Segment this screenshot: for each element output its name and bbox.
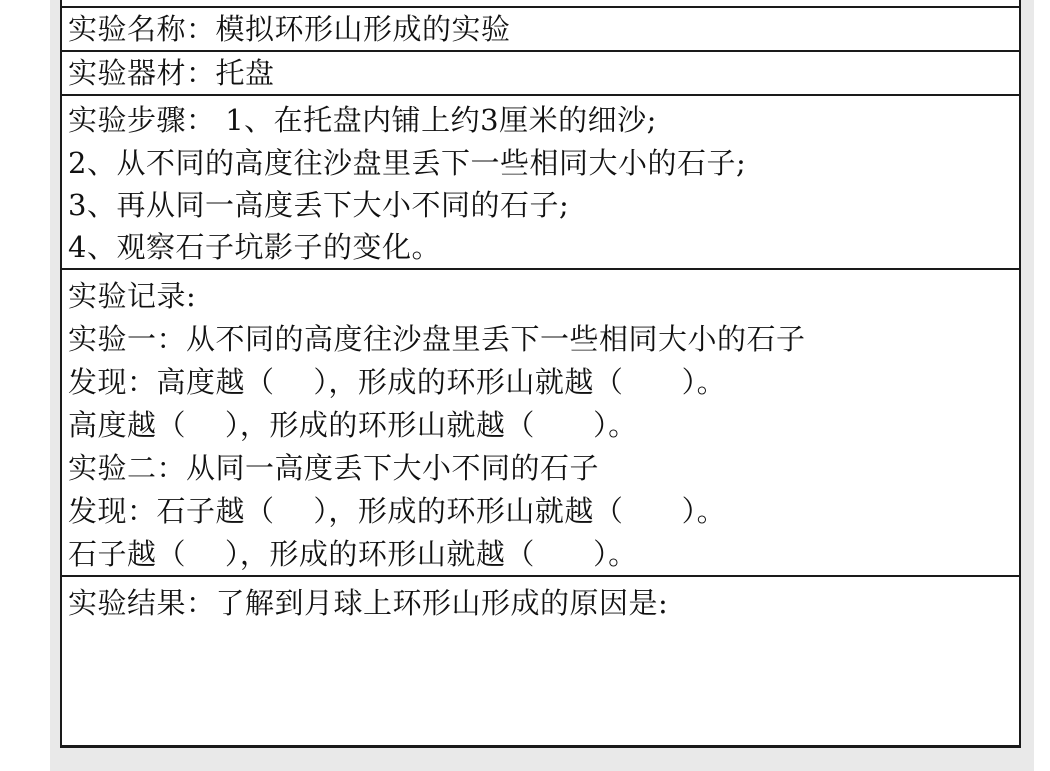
record-line: 石子越（ ），形成的环形山就越（ ）。 — [68, 537, 638, 571]
record-line: 高度越（ ），形成的环形山就越（ ）。 — [68, 408, 638, 442]
record-line: 实验二：从同一高度丢下大小不同的石子 — [68, 451, 600, 485]
steps-line: 4、观察石子坑影子的变化。 — [68, 230, 441, 264]
record-line: 实验记录: — [68, 279, 197, 313]
experiment-materials-row — [62, 52, 1019, 94]
experiment-worksheet — [60, 0, 1021, 748]
record-line: 发现：石子越（ ），形成的环形山就越（ ）。 — [68, 494, 727, 528]
record-line: 发现：高度越（ ），形成的环形山就越（ ）。 — [68, 365, 727, 399]
experiment-record-row — [62, 270, 1019, 575]
experiment-name-text: 实验名称：模拟环形山形成的实验 — [68, 12, 511, 46]
experiment-steps-row — [62, 96, 1019, 268]
experiment-name-row — [62, 8, 1019, 50]
experiment-result-text: 实验结果：了解到月球上环形山形成的原因是: — [68, 586, 669, 620]
steps-line: 3、再从同一高度丢下大小不同的石子; — [68, 188, 570, 222]
steps-line: 2、从不同的高度往沙盘里丢下一些相同大小的石子; — [68, 146, 747, 180]
steps-line: 实验步骤： 1、在托盘内铺上约3厘米的细沙; — [68, 103, 657, 137]
experiment-result-row — [62, 577, 1019, 745]
record-line: 实验一：从不同的高度往沙盘里丢下一些相同大小的石子 — [68, 322, 806, 356]
experiment-materials-text: 实验器材：托盘 — [68, 56, 275, 90]
